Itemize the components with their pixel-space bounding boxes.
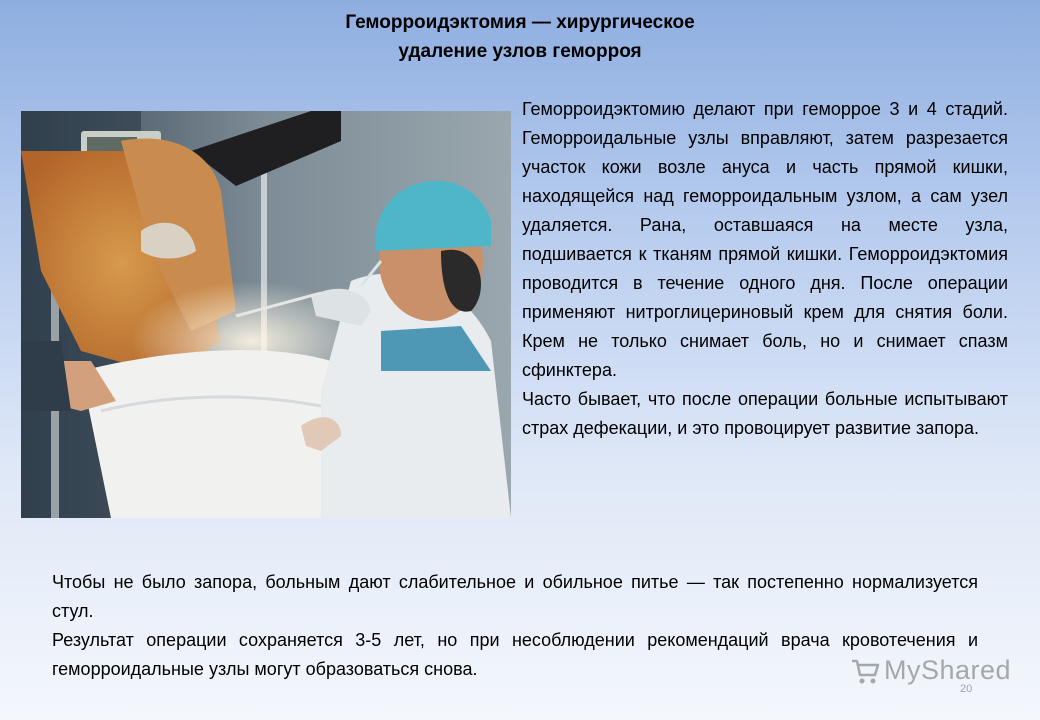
slide-title-line-1: Геморроидэктомия — хирургическое xyxy=(345,12,695,33)
watermark-text: MyShared xyxy=(884,655,1012,685)
surgery-photo xyxy=(21,111,511,518)
page-number: 20 xyxy=(960,683,973,695)
bottom-text-block xyxy=(52,568,978,684)
slide-title xyxy=(0,8,1040,66)
paragraph-procedure: Геморроидэктомию делают при геморрое 3 и 4 стадий. Геморроидальные узлы вправляют, затем разрезается участок кожи возле ануса и часть прямой кишки, находящейся над геморроидальным узлом, а сам узел удаляется. Рана, оставшаяся на месте узла, подшивается к тканям прямой кишки. Геморроидэктомия проводится в течение одного дня. После операции применяют нитроглицериновый крем для снятия боли. Крем не только снимает боль, но и снимает спазм сфинктера. xyxy=(522,99,1008,380)
paragraph-result: Результат операции сохраняется 3-5 лет, но при несоблюдении рекомендаций врача кровотечения и геморроидальные узлы могут образоваться снова. xyxy=(52,630,978,679)
watermark xyxy=(850,655,1011,686)
slide-title-line-2: удаление узлов геморроя xyxy=(398,41,642,62)
paragraph-laxative: Чтобы не было запора, больным дают слабительное и обильное питье — так постепенно нормализуется стул. xyxy=(52,572,978,621)
surgery-illustration xyxy=(21,111,511,518)
main-text-block xyxy=(522,95,1008,443)
paragraph-fear: Часто бывает, что после операции больные испытывают страх дефекации, и это провоцирует развитие запора. xyxy=(522,389,1008,438)
shopping-cart-icon xyxy=(850,656,880,686)
